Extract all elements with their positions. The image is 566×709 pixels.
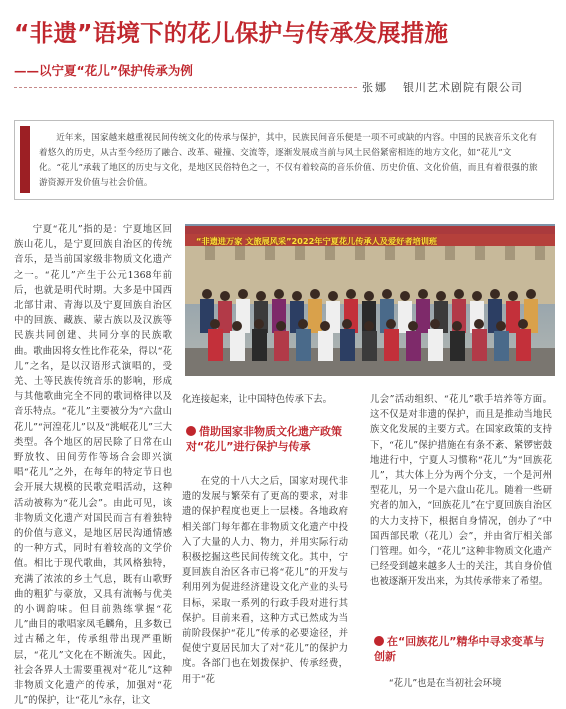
article-title: “非遗”语境下的花儿保护与传承发展措施 — [14, 19, 449, 47]
section-heading-2-text: 在“回族花儿”精华中寻求变革与创新 — [374, 635, 545, 663]
abstract-accent-bar — [20, 126, 30, 193]
subtitle-rule — [14, 87, 357, 88]
column2-top-text: 化连接起来，让中国特色传承下去。 — [182, 394, 333, 405]
abstract-text: 近年来，国家越来越重视民间传统文化的传承与保护，其中，民族民间音乐便是一项不可或缺的内容。中国的民族音乐文化有着悠久的历史，从古至今经历了融合、改革、碰撞、交流等，逐渐发展成当前与风土民俗紧密相连的地方文化，如“花儿”文化。“花儿”承载了地区的历史与文化，是地区民俗特色之一，不仅有着较高的音乐价值、历史价值、文化价值，而且有着很强的旅游资源开发价值与社会价值。 — [39, 133, 538, 188]
author-org: 银川艺术剧院有限公司 — [403, 81, 523, 94]
column3-end-text: “花儿”也是在当初社会环境 — [388, 678, 502, 689]
byline — [362, 79, 523, 95]
section-bullet-icon — [374, 636, 384, 646]
column1-text: 宁夏“花儿”指的是：宁夏地区回族山花儿，是宁夏回族自治区的传统音乐，是当前国家级非物质文化遗产之一。“花儿”产生于公元1368年前后，也就是明代时期。大多是中国西北部甘肃、青海以及宁夏回族自治区中的回族、藏族、蒙古族以及汉族等民族共同创建、共同分享的民族歌曲。歌曲因将女性比作花朵，得以“花儿”之名，是以汉语形式演唱的，受羌、土等民族传统音乐的影响，形成与其他歌曲完全不同的歌词格律以及音乐特点。“花儿”主要被分为“六盘山花儿”“河湟花儿”以及“洮岷花儿”三大类型。各个地区的居民除了日常在山野放牧、田间劳作等场合会即兴演唱“花儿”之外，在每年的特定节日也会开展大规模的民歌竞唱活动，这种活动被称为“花儿会”。由此可见，该非物质文化遗产对国民而言有着独特的价值与意义，是地区居民沟通情感的一种方式，同时有着较高的文学价值。相比于现代歌曲，其风格独特，充满了浓浓的乡土气息，既有山歌野曲的粗犷与豪放，又具有流畅与优美的小调韵味。但目前熟练掌握“花儿”曲目的歌唱家凤毛麟角，且多数已过古稀之年，传承组带出现严重断层，“花儿”文化在不断流失。因此，社会各界人士需要重视对“花儿”这种非物质文化遗产的传承，加强对“花儿”的保护，让“花儿”永存，让文 — [14, 224, 172, 707]
section-heading-1 — [186, 424, 350, 454]
body-column-3-end — [370, 676, 552, 691]
section-bullet-icon — [186, 426, 196, 436]
section-heading-1-text: 借助国家非物质文化遗产政策对“花儿”进行保护与传承 — [186, 425, 342, 453]
photo-banner-caption: “非遗进万家 文旅展风采”2022年宁夏花儿传承人及爱好者培训班 — [196, 236, 438, 246]
column2-text: 在党的十八大之后，国家对现代非遗的发展与繁荣有了更高的要求，对非遗的保护程度也更上一层楼。各地政府相关部门每年都在非物质文化遗产中投入了大量的人力、物力，并用实际行动积极挖掘这些民间传统文化。其中，宁夏回族自治区各市已将“花儿”的开发与利用列为促进经济建设文化产业的头号目标，采取一系列的行政手段对进行其保护。目前来看，这种方式已然成为当前阶段保护“花儿”传承的必要途径，并促使宁夏居民加大了对“花儿”的保护力度。各部门也在划拨保护、传承经费，用于“花 — [182, 476, 348, 685]
body-column-2 — [182, 474, 348, 702]
section-heading-2 — [374, 634, 552, 664]
article-subtitle: ——以宁夏“花儿”保护传承为例 — [14, 63, 193, 78]
column3-text: 儿会”活动组织、“花儿”歌手培养等方面。这不仅是对非遗的保护，而且是推动当地民族文化发展的主要方式。在国家政策的支持下，“花儿”保护措施在有条不紊、紧锣密鼓地进行中，宁夏人习惯称“花儿”为“回族花儿”，其大体上分为两个分支，一个是河州型花儿，另一个是六盘山花儿。随着一些研究者的加入，“回族花儿”在宁夏回族自治区的大力支持下，根据自身情况，创办了“中国西部民歌（花儿）会”，并由省厅相关部门管理。如今，“花儿”这种非物质文化遗产已经受到越来越多人士的关注，其自身价值也被逐渐开发出来，为其传承带来了希望。 — [370, 394, 552, 588]
abstract-box — [14, 120, 554, 200]
body-column-2-top — [182, 392, 348, 407]
author-name: 张娜 — [362, 81, 388, 94]
body-column-1 — [14, 222, 172, 707]
body-column-3 — [370, 392, 552, 630]
